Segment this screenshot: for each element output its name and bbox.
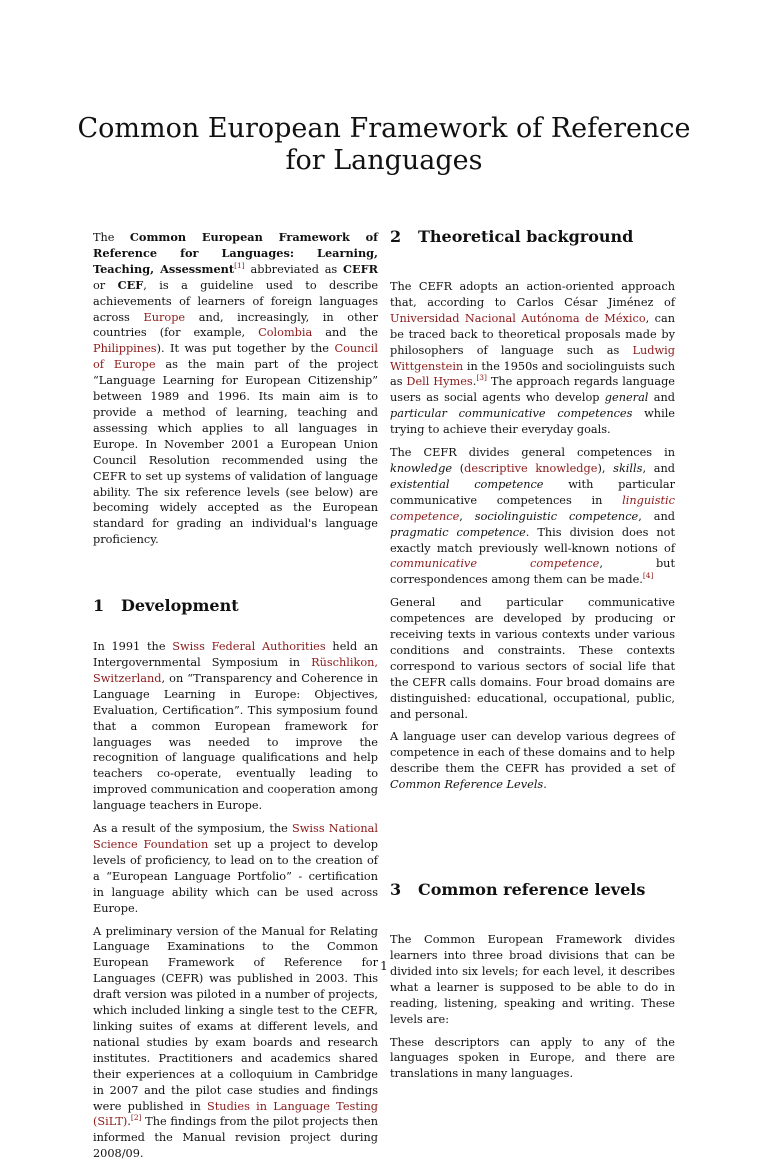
text: ), (597, 461, 614, 475)
unam-link[interactable]: Universidad Nacional Autónoma de México (390, 311, 646, 325)
ref-4-link[interactable]: [4] (642, 571, 654, 581)
text: , and (642, 461, 675, 475)
italic-text: general (604, 391, 649, 405)
page-number: 1 (380, 959, 388, 973)
italic-text: skills (613, 461, 643, 475)
italic-text: sociolinguistic competence (474, 509, 639, 523)
linguistic-competence-link[interactable]: linguistic competence (390, 493, 675, 523)
section-title: Theoretical background (418, 227, 634, 246)
italic-text: particular communicative competences (390, 407, 633, 421)
ref-3-link[interactable]: [3] (476, 373, 487, 383)
section-heading-theoretical-background (390, 226, 675, 248)
development-paragraph-1 (93, 639, 378, 814)
section-heading-development (93, 595, 378, 617)
text: The findings from the pilot projects then informed the Manual revision project during 2008/09. (93, 1115, 378, 1161)
theory-paragraph-3: General and particular communicative competences are developed by producing or receiving texts in various contexts under various conditions and constraints. These contexts correspond to various sectors of social life that the CEFR calls domains. Four broad domains are distinguished: educational, occupational, public, and personal. (390, 596, 675, 721)
text: , and (638, 509, 675, 523)
section-title: Development (121, 596, 239, 616)
text: and (648, 391, 675, 405)
theory-paragraph-2 (390, 445, 675, 588)
section-number: 2 (390, 227, 402, 246)
text: and the (312, 326, 378, 340)
italic-text: existential competence (390, 477, 544, 491)
council-of-europe-link[interactable]: Council of Europe (93, 342, 378, 372)
text: while trying to achieve their everyday goals. (390, 407, 675, 437)
text: . (543, 778, 547, 792)
communicative-competence-link[interactable]: communicative competence (390, 557, 600, 571)
section-number: 3 (390, 880, 402, 900)
text: In 1991 the (93, 640, 173, 654)
dell-hymes-link[interactable]: Dell Hymes (406, 375, 473, 389)
theory-paragraph-1 (390, 279, 675, 438)
text: ( (452, 461, 465, 475)
text: , can be traced back to theoretical proposals made by philosophers of language such as (390, 311, 675, 357)
text: in the 1950s and sociolinguists such as (390, 359, 675, 389)
text: abbreviated as (244, 262, 343, 276)
text: , on “Transparency and Coherence in Language Learning in Europe: Objectives, Evaluation, Certification”. This symposium found that a common European framework for languages was needed to improve the recognition of language qualifications and help teachers co-operate, eventually leading to improved communication and cooperation among language teachers in Europe. (93, 671, 378, 813)
section-title: Common reference levels (418, 880, 646, 900)
text: with particular communicative competences in (390, 477, 675, 507)
levels-paragraph-1: The Common European Framework divides learners into three broad divisions that can be divided into six levels; for each level, it describes what a learner is supposed to be able to do in reading, listening, speaking and writing. These levels are: (390, 933, 675, 1026)
text: and, increasingly, in other countries (for example, (93, 310, 379, 340)
swiss-national-science-foundation-link[interactable]: Swiss National Science Foundation (93, 822, 378, 851)
levels-paragraph-2: These descriptors can apply to any of the languages spoken in Europe, and there are translations in many languages. (390, 1035, 675, 1081)
ref-2-link[interactable]: [2] (130, 1113, 142, 1123)
text: A language user can develop various degrees of competence in each of these domains and to help describe them the CEFR has provided a set of (390, 730, 675, 776)
text: ). It was put together by the (156, 342, 335, 356)
theory-paragraph-4 (390, 729, 675, 793)
text: held an Intergovernmental Symposium in (93, 640, 379, 670)
section-number: 1 (93, 596, 105, 616)
text: , (459, 509, 475, 523)
text: The (93, 231, 130, 244)
wittgenstein-link[interactable]: Ludwig Wittgenstein (390, 343, 675, 373)
text: . (127, 1115, 131, 1129)
text: as the main part of the project “Language Learning for European Citizenship” between 1989 and 1996. Its main aim is to provide a method of learning, teaching and assessing which applies to all languages in Europe. In November 2001 a European Union Council Resolution recommended using the CEFR to set up systems of validation of language ability. The six reference levels (see below) are becoming widely accepted as the European standard for grading an individual's language proficiency. (93, 358, 378, 547)
italic-text: knowledge (390, 461, 453, 475)
text: A preliminary version of the Manual for Relating Language Examinations to the Common European Framework of Reference for Languages (CEFR) was published in 2003. This draft version was piloted in a number of projects, which included linking a single test to the CEFR, linking suites of exams at different levels, and national studies by exam boards and research institutes. Practitioners and academics shared their experiences at a colloquium in Cambridge in 2007 and the pilot case studies and findings were published in (93, 924, 378, 1113)
text: As a result of the symposium, the (93, 822, 293, 836)
europe-link[interactable]: Europe (143, 310, 186, 324)
ruschlikon-link[interactable]: Rüschlikon, Switzerland (93, 656, 378, 685)
text: set up a project to develop levels of proficiency, to lead on to the creation of a “European Language Portfolio” - certification in language ability which can be used across Europe. (93, 838, 378, 915)
colombia-link[interactable]: Colombia (258, 326, 313, 340)
italic-text: Common Reference Levels (390, 778, 544, 792)
left-column (93, 230, 378, 1169)
philippines-link[interactable]: Philippines (93, 342, 157, 356)
document-title: Common European Framework of Reference for Languages (77, 113, 691, 176)
text: or (93, 278, 118, 292)
ref-1-link[interactable]: [1] (234, 261, 245, 271)
cefr-bold: CEFR (342, 261, 378, 276)
text: . This division does not exactly match previously well-known notions of (390, 525, 675, 555)
text: , is a guideline used to describe achievements of learners of foreign languages across (93, 278, 379, 324)
development-paragraph-2 (93, 821, 378, 916)
cef-bold: CEF (117, 277, 144, 292)
italic-text: pragmatic competence (390, 525, 526, 539)
text: The CEFR divides general competences in (390, 446, 675, 460)
section-heading-common-reference-levels (390, 879, 675, 901)
text: The CEFR adopts an action-oriented approach that, according to Carlos César Jiménez of (390, 280, 675, 309)
text: The approach regards language users as social agents who develop (390, 375, 675, 405)
text: , but correspondences among them can be made. (390, 557, 675, 587)
silt-link[interactable]: Studies in Language Testing (SiLT) (93, 1099, 378, 1129)
full-name-bold: Common European Framework of Reference for Languages: Learning, Teaching, Assessment (93, 230, 378, 276)
descriptive-knowledge-link[interactable]: descriptive knowledge (464, 461, 598, 475)
text: . (472, 375, 477, 389)
swiss-federal-authorities-link[interactable]: Swiss Federal Authorities (172, 640, 326, 654)
intro-paragraph (93, 230, 378, 548)
